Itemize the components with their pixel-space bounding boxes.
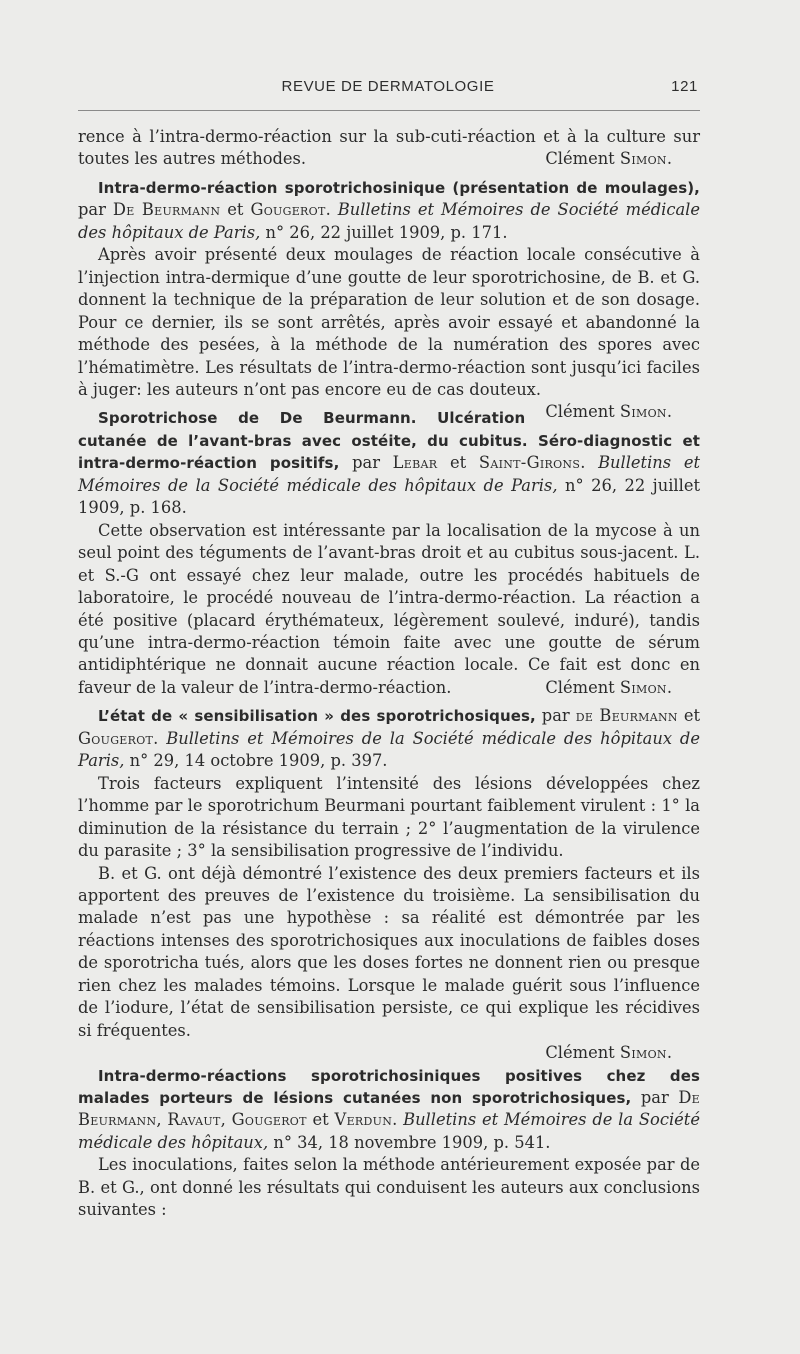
- reference: n° 26, 22 juillet 1909, p. 168.: [78, 475, 701, 518]
- author: de Beurmann: [575, 706, 678, 726]
- header-rule: [78, 110, 700, 111]
- author: Gougerot: [78, 728, 154, 748]
- entry-citation: Sporotrichose de De Beurmann. Ulcération cutanée de l’avant-bras avec ostéite, du cubitus. Séro-diagnostic et intra-dermo-réaction positifs, par Lebar et Saint-Girons. Bulletins et Mémoires de la Société médicale des hôpitaux de Paris, n° 26, 22 juillet 1909, p. 168.: [78, 409, 701, 518]
- running-header: [78, 78, 698, 102]
- article-body: [78, 126, 700, 1222]
- entry-abstract: Cette observation est intéressante par la localisation de la mycose à un seul point des téguments de l’avant-bras droit et au cubitus sous-jacent. L. et S.-G ont essayé chez leur malade, outre les procédés habituels de laboratoire, le procédé nouveau de l’intra-dermo-réaction. La réaction a été positive (placard érythémateux, légèrement soulevé, induré), tandis qu’une intra-dermo-réaction témoin faite avec une goutte de sérum antidiphtérique ne donnait aucune réaction locale. Ce fait est donc en faveur de la valeur de l’intra-dermo-réaction. Clément Simon.: [78, 520, 700, 700]
- signature: Clément Simon.: [545, 402, 672, 422]
- entry-abstract: B. et G. ont déjà démontré l’existence des deux premiers facteurs et ils apportent des preuves de l’existence du troisième. La sensibilisation du malade n’est pas une hypothèse : sa réalité est démontrée par les réactions intenses des sporotrichosiques aux inoculations de faibles doses de sporotricha tués, alors que les doses fortes ne donnent rien ou presque rien chez les malades témoins. Lorsque le malade guérit sous l’influence de l’iodure, l’état de sensibilisation persiste, ce qui explique les récidives si fréquentes.: [78, 863, 700, 1040]
- entry-title: Intra-dermo-réaction sporotrichosinique (présentation de moulages),: [98, 178, 700, 197]
- continuation-paragraph: [78, 126, 700, 171]
- author: Saint-Girons: [478, 453, 581, 473]
- entry-title: L’état de « sensibilisation » des sporotrichosiques,: [98, 707, 536, 726]
- author: Gougerot: [231, 1110, 307, 1130]
- author: Verdun: [334, 1110, 393, 1130]
- reference: n° 26, 22 juillet 1909, p. 171.: [260, 222, 508, 242]
- signature: Clément Simon.: [545, 149, 672, 169]
- entry-abstract: Après avoir présenté deux moulages de réaction locale consécutive à l’injection intra-dermique d’une goutte de leur sporotrichosine, de B. et G. donnent la technique de la préparation de leur solution et de son dosage. Pour ce dernier, ils se sont arrêtés, après avoir essayé et abandonné la méthode des pesées, à la méthode de la numération des spores avec l’hématimètre. Les résultats de l’intra-dermo-réaction sont jusqu’ici faciles à juger: les auteurs n’ont pas encore eu de cas douteux. Clément Simon.: [78, 244, 700, 401]
- paragraph-text: rence à l’intra-dermo-réaction sur la sub-cuti-réaction et à la culture sur toutes les autres méthodes.: [78, 127, 700, 169]
- author: Gougerot: [250, 200, 326, 220]
- reference: n° 29, 14 octobre 1909, p. 397.: [124, 751, 388, 771]
- entry-title: Sporotrichose de De Beurmann. Ulcération cutanée de l’avant-bras avec ostéite, du cubitus. Séro-diagnostic et intra-dermo-réaction positifs,: [78, 409, 700, 473]
- entry-citation: Intra-dermo-réactions sporotrichosiniques positives chez des malades porteurs de lésions cutanées non sporotrichosiques, par De Beurmann, Ravaut, Gougerot et Verdun. Bulletins et Mémoires de la Société médicale des hôpitaux, n° 34, 18 novembre 1909, p. 541.: [78, 1066, 700, 1152]
- journal: Bulletins et Mémoires de la Société médicale des hôpitaux,: [78, 1110, 700, 1152]
- journal: Bulletins et Mémoires de la Société médicale des hôpitaux de Paris,: [78, 728, 700, 771]
- entry-abstract: Trois facteurs expliquent l’intensité des lésions développées chez l’homme par le sporotrichum Beurmani pourtant faiblement virulent : 1° la diminution de la résistance du terrain ; 2° l’augmentation de la virulence du parasite ; 3° la sensibilisation progressive de l’individu.: [78, 773, 700, 861]
- entry-citation: Intra-dermo-réaction sporotrichosinique (présentation de moulages), par De Beurmann et Gougerot. Bulletins et Mémoires de Société médicale des hôpitaux de Paris, n° 26, 22 juillet 1909, p. 171.: [78, 178, 700, 242]
- author: De Beurmann: [112, 200, 221, 220]
- entry-citation: L’état de « sensibilisation » des sporotrichosiques, par de Beurmann et Gougerot. Bulletins et Mémoires de la Société médicale des hôpitaux de Paris, n° 29, 14 octobre 1909, p. 397.: [78, 706, 700, 771]
- signature-line: [78, 1042, 700, 1064]
- author: De Beurmann: [78, 1088, 700, 1130]
- running-title: REVUE DE DERMATOLOGIE: [281, 78, 495, 95]
- signature: Clément Simon.: [545, 1043, 672, 1063]
- entry-title: Intra-dermo-réactions sporotrichosiniques positives chez des malades porteurs de lésions cutanées non sporotrichosiques,: [78, 1066, 700, 1108]
- journal: Bulletins et Mémoires de la Société médicale des hôpitaux de Paris,: [78, 453, 701, 495]
- author: Lebar: [392, 453, 438, 473]
- page-number: 121: [671, 78, 698, 95]
- signature: Clément Simon.: [545, 677, 672, 697]
- author: Ravaut: [167, 1110, 221, 1130]
- journal: Bulletins et Mémoires de Société médicale des hôpitaux de Paris,: [78, 200, 700, 242]
- entry-abstract: Les inoculations, faites selon la méthode antérieurement exposée par de B. et G., ont donné les résultats qui conduisent les auteurs aux conclusions suivantes :: [78, 1155, 700, 1220]
- reference: n° 34, 18 novembre 1909, p. 541.: [268, 1132, 551, 1152]
